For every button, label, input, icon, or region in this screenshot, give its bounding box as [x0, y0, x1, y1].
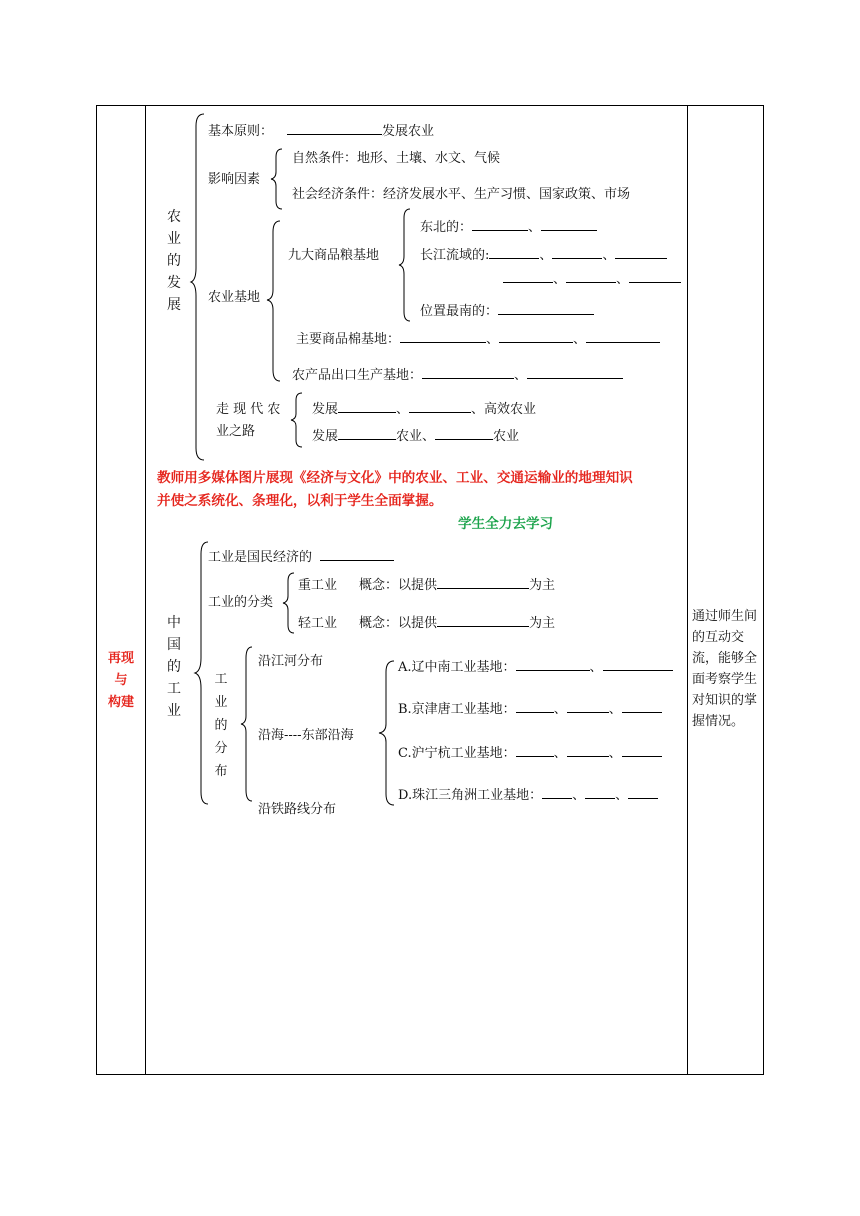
distribution-brace — [240, 646, 254, 802]
table-col-divider-1 — [145, 105, 146, 1075]
right-note: 通过师生间的互动交流，能够全面考察学生对知识的掌握情况。 — [692, 609, 758, 729]
yz-blank-6[interactable] — [629, 270, 681, 283]
dev2-blank-1[interactable] — [338, 427, 396, 440]
b-blank-1[interactable] — [516, 700, 554, 713]
bases-label: 农业基地 — [208, 290, 261, 305]
modern-dev-2: 发展 农业、 农业 — [312, 429, 520, 444]
b-blank-2[interactable] — [567, 700, 609, 713]
social-condition: 社会经济条件：经济发展水平、生产习惯、国家政策、市场 — [292, 187, 631, 202]
export-blank-2[interactable] — [527, 366, 623, 379]
classes-brace — [282, 572, 296, 634]
section-label: 再现 与 构建 — [107, 651, 134, 710]
industry-classes-label: 工业的分类 — [208, 595, 274, 610]
agri-title: 农 业 的 发 展 — [167, 209, 181, 313]
grain-yangtze-row2: 、 、 — [503, 270, 681, 288]
export-bases: 农产品出口生产基地： 、 — [292, 366, 623, 384]
ne-blank-2[interactable] — [541, 218, 597, 231]
base-c: C.沪宁杭工业基地： 、 、 — [398, 744, 662, 762]
a-blank-2[interactable] — [603, 658, 673, 671]
cotton-bases: 主要商品棉基地： 、 、 — [296, 330, 660, 348]
industry-title: 中 国 的 工 业 — [167, 615, 181, 719]
south-blank[interactable] — [498, 302, 594, 315]
modern-dev-1: 发展 、 、高效农业 — [312, 402, 537, 417]
factors-brace — [270, 148, 284, 210]
dev2-blank-2[interactable] — [435, 427, 493, 440]
yz-blank-4[interactable] — [503, 270, 553, 283]
natural-condition: 自然条件：地形、土壤、水文、气候 — [292, 151, 501, 166]
light-industry: 轻工业 概念：以提供 为主 — [298, 616, 556, 631]
table-border-top — [96, 105, 764, 106]
yz-blank-5[interactable] — [566, 270, 616, 283]
yz-blank-3[interactable] — [615, 246, 667, 259]
table-border-bottom — [96, 1074, 764, 1075]
ne-blank-1[interactable] — [472, 218, 528, 231]
base-b: B.京津唐工业基地： 、 、 — [398, 700, 662, 718]
factors-label: 影响因素 — [208, 172, 261, 187]
grain-south: 位置最南的： — [420, 302, 594, 320]
d-blank-3[interactable] — [628, 786, 658, 799]
light-blank[interactable] — [437, 614, 529, 627]
yz-blank-2[interactable] — [552, 246, 602, 259]
dev1-blank-1[interactable] — [338, 400, 396, 413]
dist-rail: 沿铁路线分布 — [258, 802, 337, 817]
heavy-blank[interactable] — [437, 576, 529, 589]
d-blank-2[interactable] — [585, 786, 615, 799]
status-blank[interactable] — [320, 548, 394, 561]
table-border-left — [96, 105, 97, 1075]
base-d: D.珠江三角洲工业基地： 、 、 — [398, 786, 658, 804]
industry-status: 工业是国民经济的 — [208, 548, 394, 566]
heavy-industry: 重工业 概念：以提供 为主 — [298, 578, 556, 593]
yz-blank-1[interactable] — [489, 246, 539, 259]
grain-bases-label: 九大商品粮基地 — [288, 248, 380, 263]
a-blank-1[interactable] — [516, 658, 590, 671]
principle-row: 基本原则： 发展农业 — [208, 124, 435, 139]
d-blank-1[interactable] — [542, 786, 572, 799]
coast-brace — [378, 660, 396, 806]
modern-road-label: 走 现 代 农 业之路 — [216, 402, 281, 439]
dev1-blank-2[interactable] — [409, 400, 471, 413]
distribution-label: 工 业 的 分 布 — [214, 672, 228, 779]
agri-main-brace — [190, 112, 210, 462]
c-blank-3[interactable] — [622, 744, 662, 757]
cotton-blank-3[interactable] — [586, 330, 660, 343]
grain-yangtze: 长江流域的: 、 、 — [420, 246, 667, 264]
c-blank-1[interactable] — [516, 744, 554, 757]
bases-brace — [266, 220, 282, 382]
base-a: A.辽中南工业基地： 、 — [398, 658, 673, 676]
dist-coast: 沿海----东部沿海 — [258, 728, 354, 743]
modern-brace — [290, 392, 304, 448]
grain-brace — [398, 208, 412, 322]
table-border-right — [763, 105, 764, 1075]
industry-main-brace — [194, 540, 210, 806]
export-blank-1[interactable] — [422, 366, 514, 379]
principle-blank[interactable] — [287, 122, 382, 135]
grain-northeast: 东北的： 、 — [420, 218, 597, 236]
dist-river: 沿江河分布 — [258, 654, 324, 669]
teacher-note: 教师用多媒体图片展现《经济与文化》中的农业、工业、交通运输业的地理知识 — [157, 470, 633, 486]
cotton-blank-1[interactable] — [400, 330, 486, 343]
c-blank-2[interactable] — [567, 744, 609, 757]
student-note: 学生全力去学习 — [458, 516, 554, 532]
teacher-note-2: 并使之系统化、条理化，以利于学生全面掌握。 — [157, 493, 443, 509]
cotton-blank-2[interactable] — [499, 330, 573, 343]
table-col-divider-2 — [687, 105, 688, 1075]
b-blank-3[interactable] — [622, 700, 662, 713]
